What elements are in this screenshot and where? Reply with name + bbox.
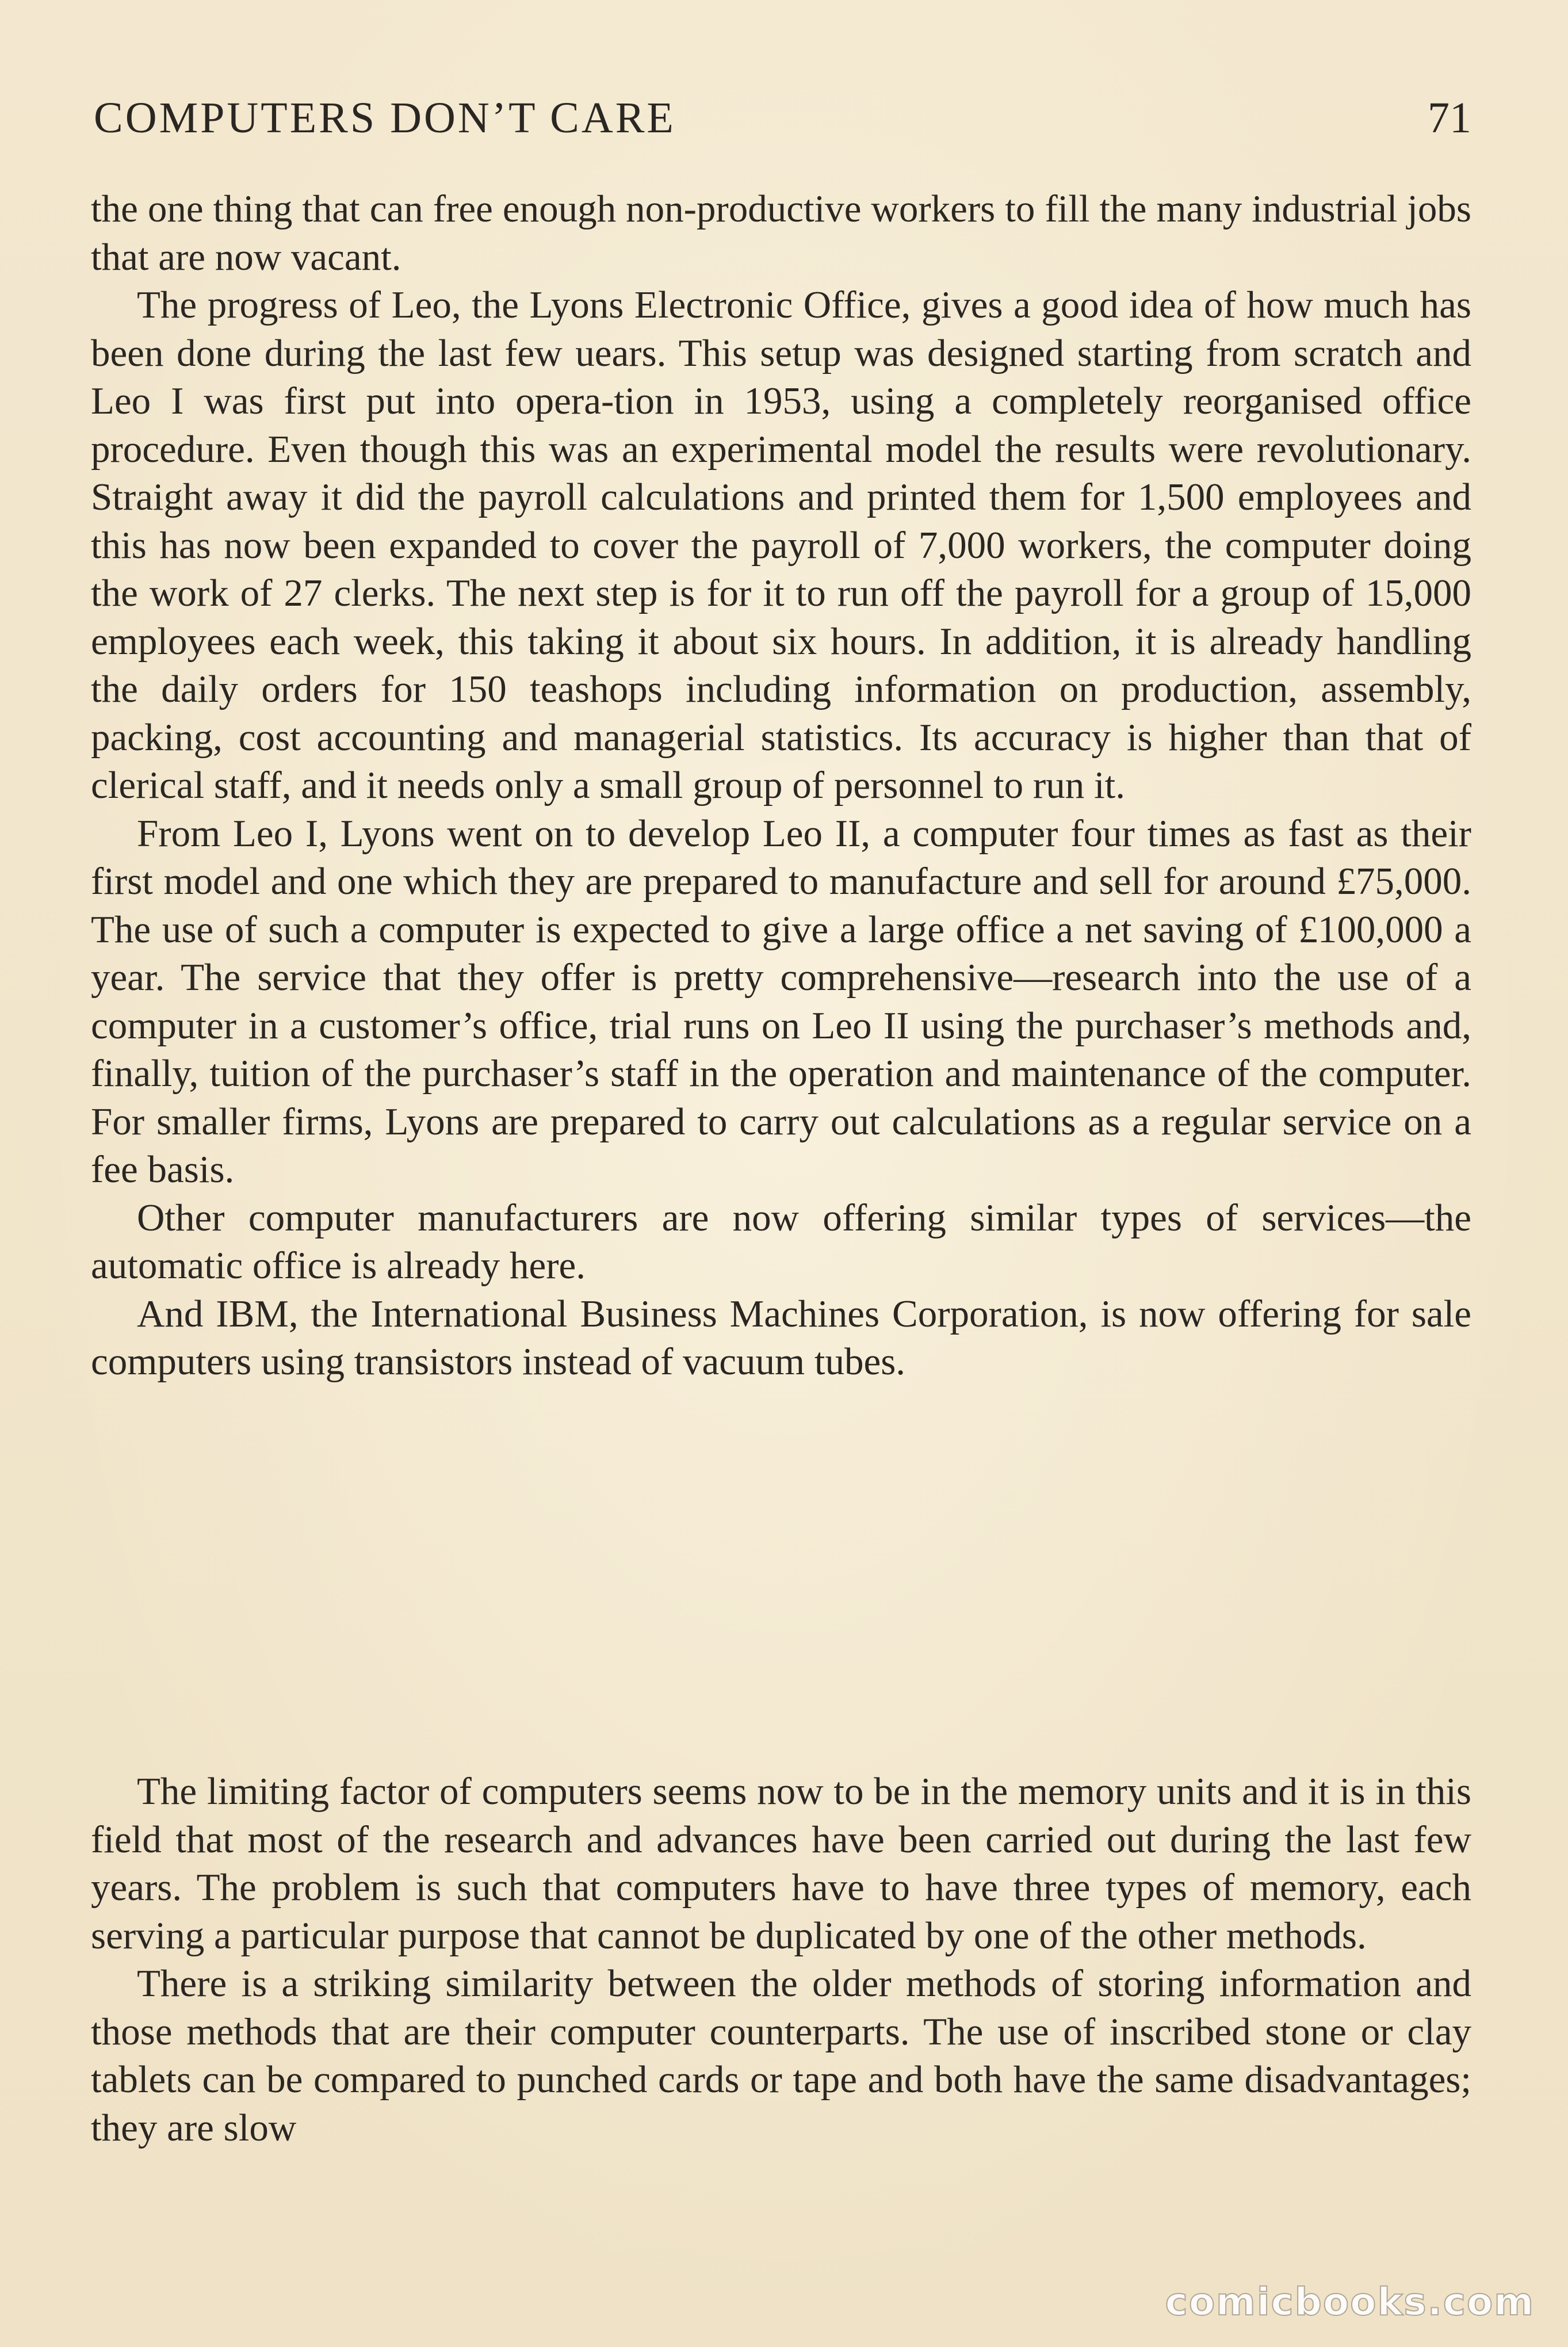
body-text-bottom <box>91 1768 1471 2152</box>
running-title: COMPUTERS DON’T CARE <box>94 94 676 142</box>
watermark-logo: comicbooks.com <box>1165 2280 1535 2324</box>
body-text-top <box>91 185 1471 1386</box>
paragraph-leo-progress: The progress of Leo, the Lyons Electronic Office, gives a good idea of how much has been done during the last few uears. This setup was designed starting from scratch and Leo I was first put into opera-tion in 1953, using a completely reorganised office procedure. Even though this was an experimental model the results were revolutionary. Straight away it did the payroll calculations and printed them for 1,500 employees and this has now been expanded to cover the payroll of 7,000 workers, the computer doing the work of 27 clerks. The next step is for it to run off the payroll for a group of 15,000 employees each week, this taking it about six hours. In addition, it is already handling the daily orders for 150 teashops including information on production, assembly, packing, cost accounting and managerial statistics. Its accuracy is higher than that of clerical staff, and it needs only a small group of personnel to run it. <box>91 284 1471 806</box>
paragraph-storing-information: There is a striking similarity between the older methods of storing information and those methods that are their computer counterparts. The use of inscribed stone or clay tablets can be compared to punched cards or tape and both have the same disadvantages; they are slow <box>91 1962 1471 2149</box>
paragraph-continuation: the one thing that can free enough non-productive workers to fill the many industrial jobs that are now vacant. <box>91 188 1471 278</box>
page-number: 71 <box>1428 94 1471 142</box>
paragraph-ibm: And IBM, the International Business Machines Corporation, is now offering for sale computers using transistors instead of vacuum tubes. <box>91 1292 1471 1383</box>
paragraph-memory-units: The limiting factor of computers seems now to be in the memory units and it is in this field that most of the research and advances have been carried out during the last few years. The problem is such that computers have to have three types of memory, each serving a particular purpose that cannot be duplicated by one of the other methods. <box>91 1770 1471 1957</box>
running-head <box>94 86 1471 150</box>
paragraph-other-manufacturers: Other computer manufacturers are now offering similar types of services—the automatic office is already here. <box>91 1196 1471 1287</box>
paragraph-leo-two: From Leo I, Lyons went on to develop Leo II, a computer four times as fast as their first model and one which they are prepared to manufacture and sell for around £75,000. The use of such a computer is expected to give a large office a net saving of £100,000 a year. The service that they offer is pretty comprehensive—research into the use of a computer in a customer’s office, trial runs on Leo II using the purchaser’s methods and, finally, tuition of the purchaser’s staff in the operation and maintenance of the computer. For smaller firms, Lyons are prepared to carry out calculations as a regular service on a fee basis. <box>91 812 1471 1191</box>
